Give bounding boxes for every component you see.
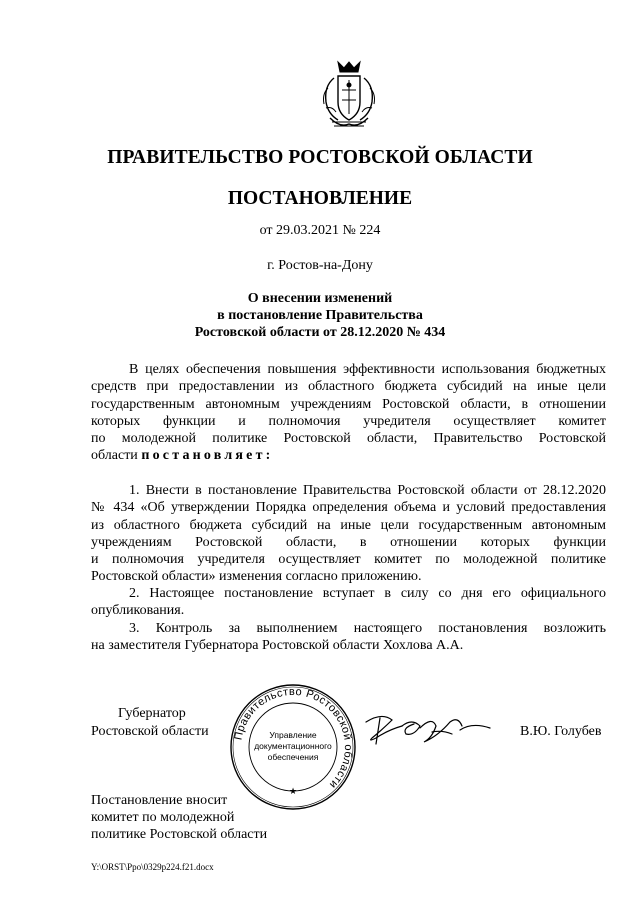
document-type-title: ПОСТАНОВЛЕНИЕ [227, 188, 413, 209]
clause-3-paragraph [91, 620, 606, 655]
seal-line-1: Управление [269, 730, 317, 740]
text-line: которых функции и полномочия учредителя осуществляет комитет [91, 413, 606, 429]
signer-title-line-2: Ростовской области [91, 724, 209, 739]
text-line: опубликования. [91, 603, 185, 619]
clause-2-paragraph [91, 585, 606, 620]
text-line [91, 447, 606, 464]
text-line: государственным автономным учреждениям Ростовской области, в отношении [91, 396, 606, 412]
text-line: из областного бюджета субсидий на иные цели государственным автономным [91, 517, 606, 533]
subject-line-2: в постановление Правительства [217, 308, 423, 323]
signer-name: В.Ю. Голубев [520, 724, 602, 739]
text-line: средств при предоставлении из областного бюджета субсидий на иные цели [91, 379, 606, 395]
handwritten-signature-icon [362, 708, 494, 748]
official-seal-icon [228, 682, 358, 812]
coat-of-arms-icon [318, 58, 380, 130]
document-city: г. Ростов-на-Дону [267, 258, 373, 273]
star-icon: ★ [288, 786, 298, 796]
subject-line-3: Ростовской области от 28.12.2020 № 434 [194, 325, 446, 340]
seal-line-2: документационного [254, 741, 332, 751]
text-line: учреждениям Ростовской области, в отношении которых функции [91, 534, 606, 550]
text-line: 1. Внести в постановление Правительства Ростовской области от 28.12.2020 [129, 483, 606, 498]
resolves-keyword: постановляет: [141, 448, 274, 464]
submitted-by-line-2: комитет по молодежной [91, 810, 235, 825]
submitted-by-line-1: Постановление вносит [91, 793, 228, 808]
organization-title: ПРАВИТЕЛЬСТВО РОСТОВСКОЙ ОБЛАСТИ [107, 147, 533, 168]
text-line: В целях обеспечения повышения эффективности использования бюджетных [129, 362, 606, 377]
clause-1-paragraph [91, 482, 606, 586]
text-line: Ростовской области» изменения согласно приложению. [91, 569, 422, 585]
text-line: и полномочия учредителя осуществляет комитет по молодежной политике [91, 552, 606, 568]
text-fragment: области [91, 448, 138, 464]
subject-line-1: О внесении изменений [247, 291, 393, 306]
preamble-paragraph [91, 361, 606, 465]
submitted-by-line-3: политике Ростовской области [91, 827, 268, 842]
text-line: № 434 «Об утверждении Порядка определения объема и условий предоставления [91, 500, 606, 516]
text-line: 2. Настоящее постановление вступает в силу со дня его официального [129, 586, 606, 601]
signer-title-line-1: Губернатор [118, 706, 186, 721]
file-path: Y:\ORST\Ppo\0329p224.f21.docx [91, 862, 214, 872]
document-date-number: от 29.03.2021 № 224 [259, 223, 381, 238]
seal-ring-text: Правительство Ростовской области [232, 685, 355, 791]
text-line: 3. Контроль за выполнением настоящего постановления возложить [129, 621, 606, 636]
text-line: на заместителя Губернатора Ростовской области Хохлова А.А. [91, 638, 464, 654]
text-line: по молодежной политике Ростовской области, Правительство Ростовской [91, 431, 606, 447]
seal-line-3: обеспечения [267, 752, 319, 762]
